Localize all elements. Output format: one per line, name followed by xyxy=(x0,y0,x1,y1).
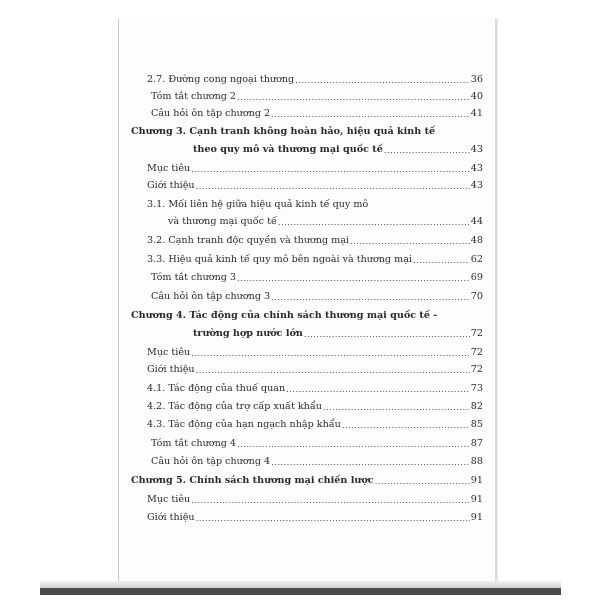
toc-entry-title: Giới thiệu xyxy=(147,512,195,523)
toc-entry-title: 2.7. Đường cong ngoại thương xyxy=(147,74,295,85)
toc-entry-page: 43 xyxy=(470,180,483,191)
toc-entry xyxy=(131,493,483,507)
toc-entry-title: Mục tiêu xyxy=(147,494,191,505)
toc-entry-page: 91 xyxy=(470,512,483,523)
toc-entry-page: 73 xyxy=(470,383,483,394)
book-page xyxy=(118,19,497,581)
toc-entry xyxy=(131,107,483,121)
toc-leader-dots xyxy=(304,329,470,341)
toc-entry-page: 43 xyxy=(470,163,483,174)
toc-entry-page: 88 xyxy=(470,456,483,467)
toc-leader-dots xyxy=(323,402,470,414)
toc-entry xyxy=(131,253,483,267)
toc-entry xyxy=(131,382,483,396)
toc-entry-title: Mục tiêu xyxy=(147,163,191,174)
toc-entry-page: 91 xyxy=(470,494,483,505)
chapter-heading: Chương 3. Cạnh tranh không hoàn hảo, hiệu quả kinh tế xyxy=(131,126,436,137)
toc-entry-title: Câu hỏi ôn tập chương 4 xyxy=(151,456,271,467)
toc-entry xyxy=(131,327,483,341)
toc-entry-title: 3.3. Hiệu quả kinh tế quy mô bên ngoài và thương mại xyxy=(147,254,413,265)
toc-entry-title: Câu hỏi ôn tập chương 3 xyxy=(151,291,271,302)
toc-leader-dots xyxy=(191,164,470,176)
toc-entry-page: 70 xyxy=(470,291,483,302)
toc-entry xyxy=(131,437,483,451)
toc-leader-dots xyxy=(237,439,470,451)
toc-entry-page: 48 xyxy=(470,235,483,246)
toc-entry xyxy=(131,400,483,414)
toc-entry xyxy=(131,418,483,432)
toc-entry xyxy=(131,271,483,285)
toc-leader-dots xyxy=(237,92,470,104)
toc-entry-page: 87 xyxy=(470,438,483,449)
toc-leader-dots xyxy=(191,348,470,360)
toc-entry-title: 4.2. Tác động của trợ cấp xuất khẩu xyxy=(147,401,322,412)
scan-edge-bar xyxy=(40,588,561,595)
toc-entry-title: Chương 5. Chính sách thương mại chiến lược xyxy=(131,475,374,486)
toc-entry-page: 82 xyxy=(470,401,483,412)
toc-entry xyxy=(131,90,483,104)
toc-entry xyxy=(131,143,483,157)
toc-entry-title: Tóm tắt chương 4 xyxy=(151,438,237,449)
toc-entry xyxy=(131,346,483,360)
toc-leader-dots xyxy=(196,365,470,377)
toc-entry-page: 41 xyxy=(470,108,483,119)
toc-leader-dots xyxy=(271,457,470,469)
toc-entry-page: 43 xyxy=(470,144,483,155)
toc-entry-title: theo quy mô và thương mại quốc tế xyxy=(193,144,383,155)
toc-entry-page: 72 xyxy=(470,364,483,375)
toc-entry xyxy=(131,474,483,488)
toc-entry-page: 85 xyxy=(470,419,483,430)
toc-entry-title: 3.2. Cạnh tranh độc quyền và thương mại xyxy=(147,235,350,246)
toc-leader-dots xyxy=(271,109,470,121)
toc-entry-title: Tóm tắt chương 2 xyxy=(151,91,237,102)
chapter-heading: Chương 4. Tác động của chính sách thương mại quốc tế - xyxy=(131,310,438,321)
toc-entry-title: Tóm tắt chương 3 xyxy=(151,272,237,283)
toc-entry xyxy=(131,162,483,176)
scan-shadow xyxy=(40,581,561,588)
toc-entry-title: 4.3. Tác động của hạn ngạch nhập khẩu xyxy=(147,419,341,430)
toc-leader-dots xyxy=(271,292,470,304)
toc-entry xyxy=(131,215,483,229)
toc-entry xyxy=(131,73,483,87)
toc-entry-title: Mục tiêu xyxy=(147,347,191,358)
toc-leader-dots xyxy=(384,145,470,157)
toc-entry xyxy=(131,363,483,377)
toc-leader-dots xyxy=(342,420,470,432)
toc-entry-page: 91 xyxy=(470,475,483,486)
toc-entry-title: trường hợp nước lớn xyxy=(193,328,303,339)
toc-entry-page: 40 xyxy=(470,91,483,102)
toc-leader-dots xyxy=(196,181,470,193)
toc-entry-title: và thương mại quốc tế xyxy=(168,216,277,227)
toc-entry xyxy=(131,511,483,525)
toc-entry-page: 62 xyxy=(470,254,483,265)
toc-entry-title: 4.1. Tác động của thuế quan xyxy=(147,383,286,394)
toc-entry-page: 36 xyxy=(470,74,483,85)
toc-leader-dots xyxy=(191,495,470,507)
toc-entry-title: Giới thiệu xyxy=(147,364,195,375)
toc-leader-dots xyxy=(286,384,470,396)
toc-entry xyxy=(131,234,483,248)
toc-leader-dots xyxy=(375,476,470,488)
toc-entry-title: 3.1. Mối liên hệ giữa hiệu quả kinh tế quy mô xyxy=(147,199,369,210)
toc-leader-dots xyxy=(278,217,470,229)
toc-entry-page: 72 xyxy=(470,328,483,339)
toc-entry xyxy=(131,290,483,304)
toc-entry-page: 69 xyxy=(470,272,483,283)
toc-leader-dots xyxy=(350,236,470,248)
toc-leader-dots xyxy=(196,513,470,525)
toc-leader-dots xyxy=(237,273,470,285)
toc-entry-title: Câu hỏi ôn tập chương 2 xyxy=(151,108,271,119)
toc-entry-page: 72 xyxy=(470,347,483,358)
toc-leader-dots xyxy=(295,75,470,87)
toc-entry xyxy=(131,179,483,193)
toc-entry-title: Giới thiệu xyxy=(147,180,195,191)
toc-entry-page: 44 xyxy=(470,216,483,227)
toc-entry xyxy=(131,455,483,469)
toc-leader-dots xyxy=(413,255,470,267)
